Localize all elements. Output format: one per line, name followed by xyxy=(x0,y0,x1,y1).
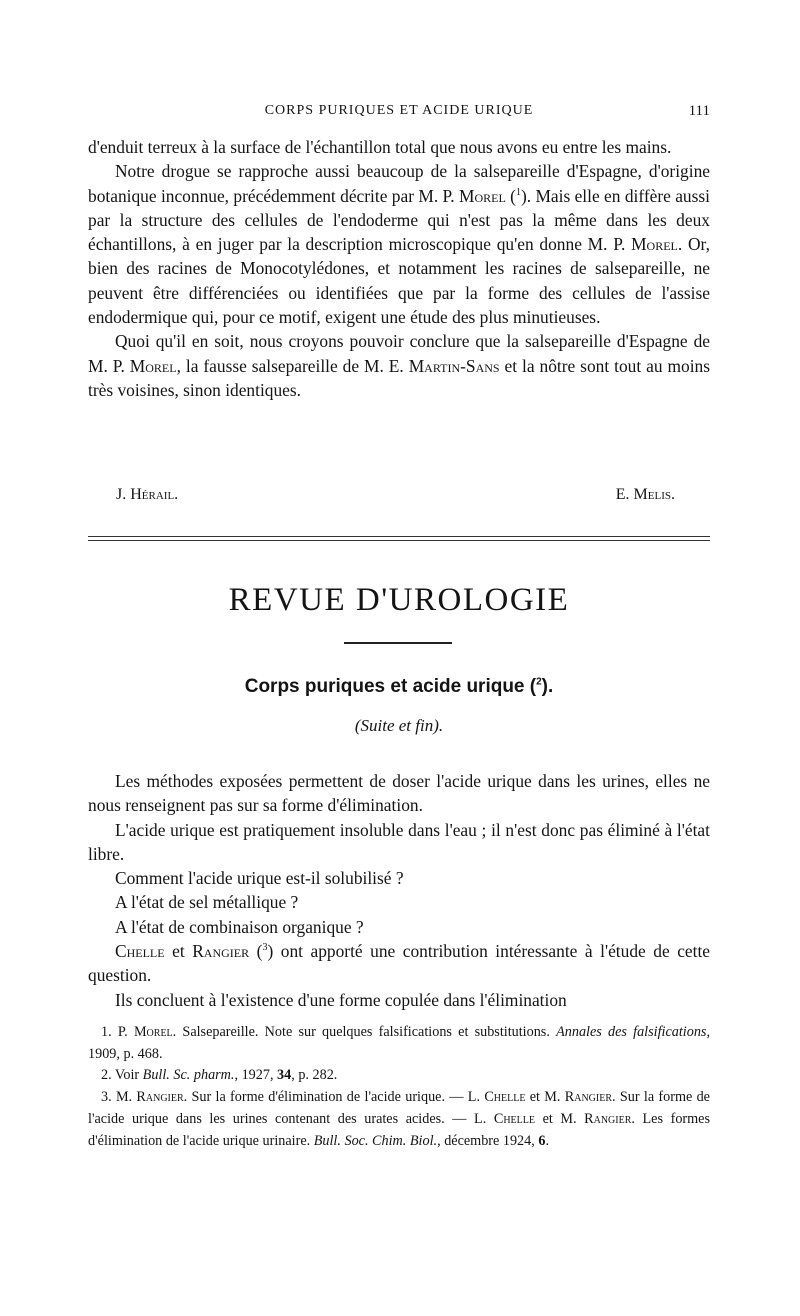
article-subtitle: (Suite et fin). xyxy=(354,716,444,735)
author-name: Chelle xyxy=(115,941,165,962)
footnote-ref-3: 3 xyxy=(262,942,268,954)
top-text xyxy=(88,135,710,402)
paragraph-3: Quoi qu'il en soit, nous croyons pouvoir conclure que la salsepareille d'Espagne de M. P. Morel, la fausse salsepareille de M. E. Martin-Sans et la nôtre sont tout au moins très voisines, sinon identiques. xyxy=(88,331,710,400)
paragraph-1: d'enduit terreux à la surface de l'échantillon total que nous avons eu entre les mains. xyxy=(88,137,672,157)
footnotes xyxy=(88,1022,710,1152)
author-name: Martin-Sans xyxy=(408,355,500,376)
footnote-ref-1: 1 xyxy=(515,186,521,198)
signature-left: J. Hérail. xyxy=(116,486,179,503)
paragraph-2: Notre drogue se rapproche aussi beaucoup de la salsepareille d'Espagne, d'origine botanique inconnue, précédemment décrite par M. P. Morel ($^1$). Mais elle en diffère aussi par la structure des cellules de l'endoderme qui n'est pas la même dans les deux échantillons, à en juger par la description microscopique qu'en donne M. P. Morel. Or, bien des racines de Monocotylédones, et notamment les racines de salsepareille, ne peuvent être différenciées ou identifiées que par la forme des cellules de l'assise endodermique qui, pour ce motif, exigent une étude des plus minutieuses. xyxy=(88,161,710,328)
divider-line xyxy=(88,536,710,537)
author-name: Morel xyxy=(458,185,506,206)
paragraph: A l'état de sel métallique ? xyxy=(115,892,299,913)
author-name: Morel xyxy=(129,355,177,376)
paragraph: Comment l'acide urique est-il solubilisé ? xyxy=(115,868,404,889)
footnote-3: 3. M. Rangier. Sur la forme d'élimination de l'acide urique. — L. Chelle et M. Rangier. Sur la forme de l'acide urique dans les urines contenant des urates acides. — L. Chelle et M. Rangier. Les formes d'élimination de l'acide urique urinaire. Bull. Soc. Chim. Biol., décembre 1924, 6. xyxy=(88,1089,710,1149)
page-header xyxy=(88,103,710,125)
paragraph: Les méthodes exposées permettent de doser l'acide urique dans les urines, elles ne nous renseignent pas sur sa forme d'élimination. xyxy=(88,771,710,816)
divider-line xyxy=(88,540,710,541)
footnote-2: 2. Voir Bull. Sc. pharm., 1927, 34, p. 282. xyxy=(101,1067,338,1084)
footnote-1: 1. P. Morel. Salsepareille. Note sur quelques falsifications et substitutions. Annales des falsifications, 1909, p. 468. xyxy=(88,1024,710,1062)
section-divider xyxy=(88,536,710,544)
page-number: 111 xyxy=(688,103,710,119)
signature-right: E. Melis. xyxy=(615,486,675,503)
section-title: REVUE D'UROLOGIE xyxy=(228,582,570,618)
article-body xyxy=(88,769,710,1012)
author-name: Morel xyxy=(631,234,678,255)
running-title: CORPS PURIQUES ET ACIDE URIQUE xyxy=(264,103,534,118)
article-title: Corps puriques et acide urique ($^2$). xyxy=(244,676,554,697)
paragraph: Ils concluent à l'existence d'une forme copulée dans l'élimination xyxy=(115,989,567,1010)
title-underline xyxy=(344,642,452,644)
author-name: Rangier xyxy=(192,941,250,962)
paragraph: A l'état de combinaison organique ? xyxy=(115,916,364,937)
paragraph: Chelle et Rangier ($^3$) ont apporté une contribution intéressante à l'étude de cette question. xyxy=(88,941,711,986)
footnote-ref-2: 2 xyxy=(536,676,542,688)
paragraph: L'acide urique est pratiquement insoluble dans l'eau ; il n'est donc pas éliminé à l'état libre. xyxy=(88,819,710,864)
signatures xyxy=(88,480,710,510)
